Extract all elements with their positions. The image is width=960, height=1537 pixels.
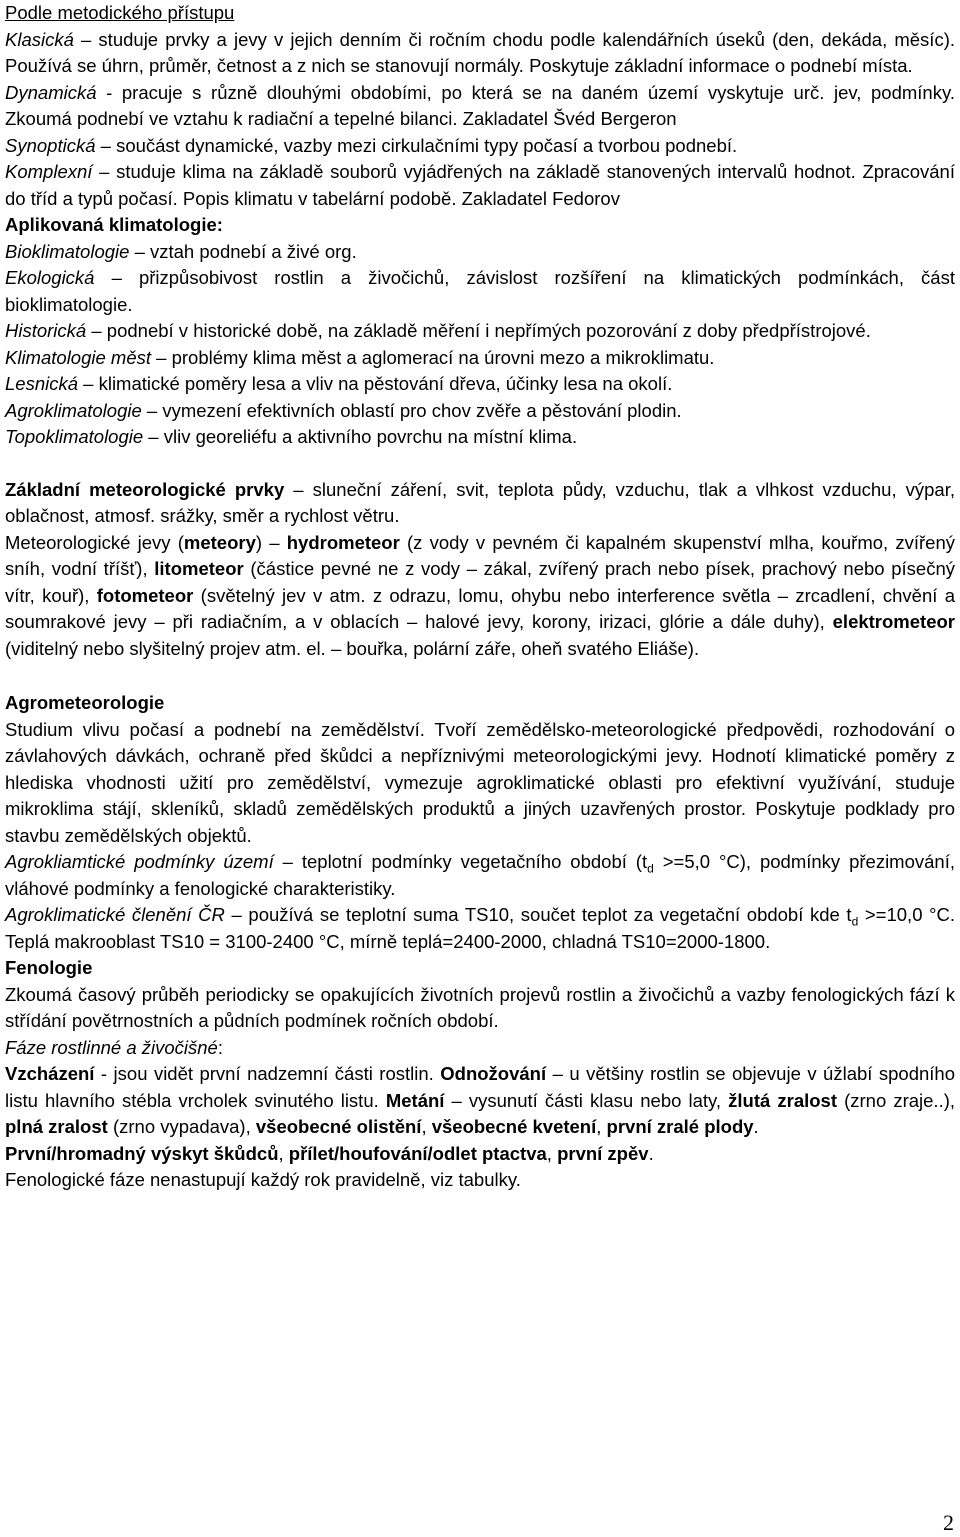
text-agrometeo: Studium vlivu počasí a podnebí na zemědělství. Tvoří zemědělsko-meteorologické předpovědi, rozhodování o závlahových dávkách, ochraně před škůdci a nepříznivými meteorologickými jevy. Hodnotí klimatické poměry z hlediska vhodnosti užití pro zemědělství, vymezuje agroklimatické oblasti pro efektivní využívání, studuje mikroklima stájí, skleníků, skladů zemědělských produktů a jiných uzavřených prostor. Poskytuje podklady pro stavbu zemědělských objektů. — [5, 718, 955, 846]
separator: , — [278, 1142, 289, 1164]
text-jevy-3: (z vody v pevném či kapalném skupenství mlha, kouřmo, zvířený sníh, vodní tříšť), — [5, 531, 955, 579]
term-zakladni: Základní meteorologické prvky — [5, 478, 285, 500]
term-ptactvo: přílet/houfování/odlet ptactva — [288, 1142, 547, 1164]
paragraph-zakladni — [5, 477, 955, 530]
faze-colon: : — [217, 1036, 223, 1058]
term-prvni-zrale-plody: první zralé plody — [606, 1116, 754, 1137]
paragraph-dynamicka — [5, 80, 955, 133]
page-number: 2 — [943, 1510, 954, 1535]
term-meteory: meteory — [183, 531, 256, 553]
fenologie-title: Fenologie — [5, 957, 93, 978]
paragraph-topo — [5, 424, 955, 451]
spacer — [5, 451, 955, 477]
heading-faze — [5, 1035, 955, 1062]
text-fenologie: Zkoumá časový průběh periodicky se opakujících životních projevů rostlin a živočichů a vazby fenologických fází k střídání povětrnostních a půdních podmínek ročních období. — [5, 983, 955, 1031]
text-vzchazeni: - jsou vidět první nadzemní části rostlin. — [94, 1063, 441, 1084]
term-plna-zralost: plná zralost — [5, 1116, 108, 1137]
text-klasicka: – studuje prvky a jevy v jejich denním či ročním chodu podle kalendářních úseků (den, dekáda, měsíc). Používá se úhrn, průměr, četnost a z nich se stanovují normály. Poskytuje základní informace o podnebí místa. — [5, 28, 955, 76]
paragraph-synopticka — [5, 133, 955, 160]
term-vzchazeni: Vzcházení — [5, 1063, 95, 1084]
text-podminky-1: – teplotní podmínky vegetačního období (t — [273, 851, 648, 872]
term-agro: Agroklimatologie — [5, 399, 142, 421]
text-agro: – vymezení efektivních oblastí pro chov zvěře a pěstování plodin. — [141, 399, 682, 421]
heading-fenologie — [5, 955, 955, 982]
text-eko: – přizpůsobivost rostlin a živočichů, závislost rozšíření na klimatických podmínkách, část bioklimatologie. — [5, 267, 955, 315]
paragraph-last — [5, 1167, 955, 1194]
paragraph-hist — [5, 318, 955, 345]
term-synopticka: Synoptická — [5, 134, 96, 156]
term-hydrometeor: hydrometeor — [286, 531, 400, 553]
faze-title: Fáze rostlinné a živočišné — [5, 1036, 218, 1058]
paragraph-fenologie — [5, 982, 955, 1035]
period: . — [753, 1116, 759, 1137]
paragraph-agro — [5, 398, 955, 425]
text-cleneni-2: >=10,0 °C. Teplá makrooblast TS10 = 3100-2400 °C, mírně teplá=2400-2000, chladná TS10=2000-1800. — [5, 904, 955, 952]
paragraph-faze — [5, 1061, 955, 1141]
text-last: Fenologické fáze nenastupují každý rok pravidelně, viz tabulky. — [5, 1169, 521, 1190]
term-les: Lesnická — [5, 373, 79, 394]
term-klasicka: Klasická — [5, 28, 74, 50]
paragraph-agro-podminky — [5, 849, 955, 902]
text-jevy-4: (částice pevné ne z vody – zákal, zvířený prach nebo písek, prachový nebo písečný vítr, kouř), — [5, 558, 955, 606]
separator: , — [421, 1116, 432, 1137]
paragraph-mest — [5, 345, 955, 372]
period: . — [648, 1142, 654, 1164]
text-synopticka: – součást dynamické, vazby mezi cirkulačními typy počasí a tvorbou podnebí. — [95, 134, 738, 156]
text-metani: – vysunutí části klasu nebo laty, — [444, 1089, 729, 1111]
paragraph-bio — [5, 239, 955, 266]
text-plna-zralost: (zrno vypadava), — [107, 1116, 256, 1137]
separator: , — [546, 1142, 558, 1164]
subscript-d: d — [647, 861, 654, 876]
term-zluta-zralost: žlutá zralost — [728, 1089, 838, 1111]
paragraph-eko — [5, 265, 955, 318]
text-jevy-5: (světelný jev v atm. z odrazu, lomu, ohybu nebo interference světla – zrcadlení, chvění a soumrakové jevy – při radiačním, a v oblacích – halové jevy, korony, irizaci, glórie a dále duhy), — [5, 584, 955, 632]
heading-agrometeo — [5, 690, 955, 717]
text-jevy-1: Meteorologické jevy ( — [5, 531, 184, 553]
term-elektrometeor: elektrometeor — [832, 611, 955, 632]
paragraph-vyskyt — [5, 1141, 955, 1168]
term-agro-podminky: Agrokliamtické podmínky území — [5, 851, 274, 872]
term-dynamicka: Dynamická — [5, 81, 97, 103]
term-hist: Historická — [5, 320, 87, 341]
agrometeo-title: Agrometeorologie — [5, 692, 165, 713]
term-odnozovani: Odnožování — [440, 1063, 547, 1084]
term-skudci: První/hromadný výskyt škůdců — [5, 1142, 279, 1164]
term-bio: Bioklimatologie — [5, 240, 130, 262]
term-vseobecne-kveteni: všeobecné kvetení — [431, 1116, 597, 1137]
text-podminky-2: >=5,0 °C), podmínky přezimování, vláhové podmínky a fenologické charakteristiky. — [5, 851, 955, 899]
paragraph-agro-cleneni — [5, 902, 955, 955]
text-les: – klimatické poměry lesa a vliv na pěstování dřeva, účinky lesa na okolí. — [78, 373, 673, 394]
term-vseobecne-olisteni: všeobecné olistění — [255, 1116, 422, 1137]
paragraph-klasicka — [5, 27, 955, 80]
text-topo: – vliv georeliéfu a aktivního povrchu na místní klima. — [143, 426, 578, 447]
term-komplexni: Komplexní — [5, 161, 93, 182]
text-hist: – podnebí v historické době, na základě měření i nepřímých pozorování z doby předpřístrojové. — [86, 320, 871, 341]
text-zluta-zralost: (zrno zraje..), — [837, 1089, 956, 1111]
subscript-d: d — [851, 914, 859, 929]
section-title-method — [5, 0, 955, 27]
spacer — [5, 662, 955, 690]
text-komplexni: – studuje klima na základě souborů vyjádřených na základě stanovených intervalů hodnot. Zpracování do tříd a typů počasí. Popis klimatu v tabelární podobě. Zakladatel Fedorov — [5, 161, 955, 209]
text-bio: – vztah podnebí a živé org. — [129, 240, 357, 262]
term-mest: Klimatologie měst — [5, 346, 152, 368]
text-odnozovani: – u většiny rostlin se objevuje v úžlabí spodního listu hlavního stébla vrcholek svinutého listu. — [5, 1063, 955, 1111]
text-jevy-2: ) – — [255, 531, 287, 553]
separator: , — [596, 1116, 607, 1137]
applied-title: Aplikovaná klimatologie: — [5, 214, 223, 235]
text-jevy-6: (viditelný nebo slyšitelný projev atm. el. – bouřka, polární záře, oheň svatého Eliáše). — [5, 637, 700, 659]
term-fotometeor: fotometeor — [96, 584, 194, 606]
section-title: Podle metodického přístupu — [5, 2, 235, 23]
paragraph-meteo-jevy — [5, 530, 955, 663]
heading-applied — [5, 212, 955, 239]
term-agro-cleneni: Agroklimatické členění ČR — [5, 904, 225, 925]
term-litometeor: litometeor — [154, 558, 244, 579]
paragraph-komplexni — [5, 159, 955, 212]
term-zpev: první zpěv — [557, 1142, 649, 1164]
term-topo: Topoklimatologie — [5, 426, 144, 447]
term-metani: Metání — [385, 1089, 445, 1111]
text-mest: – problémy klima měst a aglomerací na úrovni mezo a mikroklimatu. — [151, 346, 715, 368]
text-zakladni: – sluneční záření, svit, teplota půdy, vzduchu, tlak a vlhkost vzduchu, výpar, oblačnost, atmosf. srážky, směr a rychlost větru. — [5, 478, 955, 526]
paragraph-agrometeo — [5, 717, 955, 850]
paragraph-les — [5, 371, 955, 398]
term-eko: Ekologická — [5, 267, 95, 288]
text-dynamicka: - pracuje s různě dlouhými obdobími, po která se na daném území vyskytuje urč. jev, podmínky. Zkoumá podnebí ve vztahu k radiační a tepelné bilanci. Zakladatel Švéd Bergeron — [5, 81, 955, 129]
text-cleneni-1: – používá se teplotní suma TS10, součet teplot za vegetační období kde t — [224, 904, 852, 925]
document-page — [5, 0, 955, 1194]
